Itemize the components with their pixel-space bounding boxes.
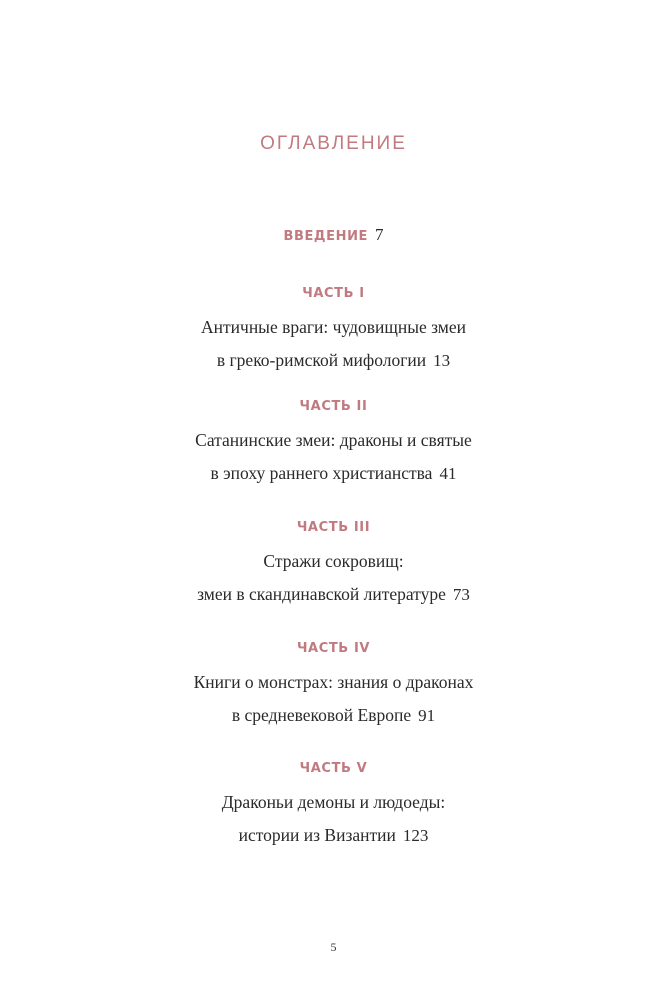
toc-entry-intro	[0, 224, 667, 248]
part-title-line-last	[0, 578, 667, 611]
part-title-line: Античные враги: чудовищные змеи	[201, 317, 466, 337]
part-page-number: 123	[402, 826, 429, 845]
toc-entry-part-4	[0, 639, 667, 732]
page-folio-number: 5	[330, 940, 337, 954]
intro-page-number: 7	[375, 225, 384, 244]
part-label: ЧАСТЬ V	[299, 761, 368, 776]
toc-entry-part-3	[0, 518, 667, 611]
part-label: ЧАСТЬ IV	[296, 641, 371, 656]
toc-entry-part-2	[0, 397, 667, 490]
part-title-line-last	[0, 819, 667, 852]
part-title-line: Драконьи демоны и людоеды:	[221, 792, 446, 812]
part-label: ЧАСТЬ II	[299, 399, 368, 414]
part-page-number: 41	[439, 464, 457, 483]
part-page-number: 13	[433, 351, 451, 370]
part-title-text: в средневековой Европе	[231, 705, 412, 725]
intro-label: ВВЕДЕНИЕ	[283, 229, 369, 244]
part-title-text: в греко-римской мифологии	[216, 350, 427, 370]
part-label: ЧАСТЬ III	[296, 520, 371, 535]
part-title-line-last	[0, 699, 667, 732]
part-label: ЧАСТЬ I	[302, 286, 365, 301]
part-page-number: 91	[418, 706, 436, 725]
part-title-line-last	[0, 457, 667, 490]
toc-entry-part-1	[0, 284, 667, 377]
part-title-text: в эпоху раннего христианства	[210, 463, 433, 483]
part-title-line-last	[0, 344, 667, 377]
part-page-number: 73	[452, 585, 470, 604]
toc-title: ОГЛАВЛЕНИЕ	[260, 133, 407, 154]
part-title-line: Стражи сокровищ:	[263, 551, 404, 571]
part-title-text: истории из Византии	[238, 825, 396, 845]
toc-entry-part-5	[0, 759, 667, 852]
part-title-line: Книги о монстрах: знания о драконах	[193, 672, 474, 692]
part-title-text: змеи в скандинавской литературе	[197, 584, 446, 604]
part-title-line: Сатанинские змеи: драконы и святые	[195, 430, 472, 450]
